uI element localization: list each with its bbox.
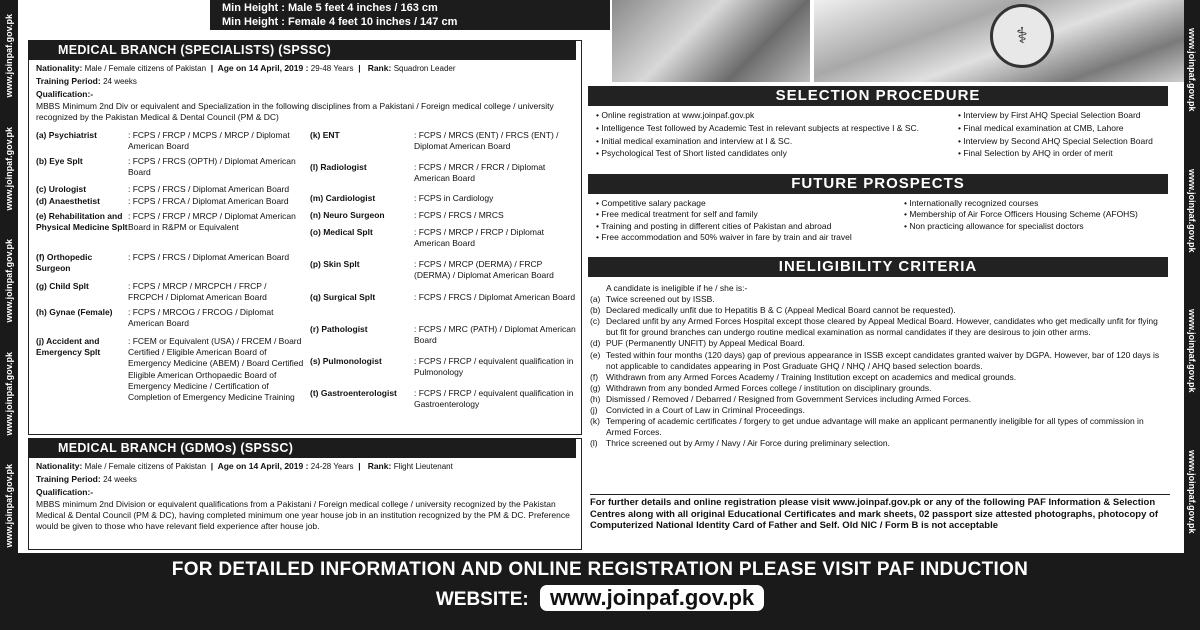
medical-emblem-icon: ⚕ [990, 4, 1054, 68]
specialty-qualification: : FCPS / FRCS / Diplomat American Board [128, 252, 290, 262]
side-url: www.joinpaf.gov.pk [4, 126, 14, 211]
side-url: www.joinpaf.gov.pk [4, 464, 14, 548]
list-item: • Membership of Air Force Officers Housing Scheme (AFOHS) [904, 209, 1168, 220]
specialty-qualification: : FCPS / FRCP / equivalent qualification in Gastroenterology [414, 388, 574, 410]
specialty-qualification: : FCPS in Cardiology [414, 193, 494, 203]
specialty-qualification: : FCPS / MRCOG / FRCOG / Diplomat American Board [128, 307, 274, 329]
list-item: • Initial medical examination and interview at I & SC. [596, 136, 956, 147]
specialty-label: (h) Gynae (Female) [36, 307, 113, 317]
future-left-list [596, 198, 896, 243]
specialty-label: (c) Urologist [36, 184, 87, 194]
side-url: www.joinpaf.gov.pk [1187, 309, 1197, 393]
specialty-label: (o) Medical Splt [310, 227, 373, 237]
further-details: For further details and online registration please visit www.joinpaf.gov.pk or any of the following PAF Information & Selection Centres along with all original Educational Certificates and mark sheets, 02 passport size attested photographs, photocopy of Computerized National Identity Card of Father and Self. Old NIC / Form B is not acceptable [590, 494, 1170, 550]
list-item: • Final Selection by AHQ in order of merit [958, 148, 1168, 159]
list-item: • Interview by First AHQ Special Selection Board [958, 110, 1168, 121]
left-website-strip [0, 0, 18, 562]
specialty-label: (l) Radiologist [310, 162, 367, 172]
specialty-qualification: : FCPS / MRCP (DERMA) / FRCP (DERMA) / Diplomat American Board [414, 259, 554, 281]
specialty-label: (p) Skin Splt [310, 259, 360, 269]
specialty-qualification: : FCPS / FRCS / Diplomat American Board [128, 184, 290, 194]
ineligibility-item: (d) PUF (Permanently UNFIT) by Appeal Medical Board. [590, 338, 805, 349]
specialty-label: (b) Eye Splt [36, 156, 83, 166]
gdmo-training: Training Period: 24 weeks [36, 474, 137, 484]
list-item: • Free accommodation and 50% waiver in fare by train and air travel [596, 232, 896, 243]
specialty-label: (g) Child Splt [36, 281, 89, 291]
side-url: www.joinpaf.gov.pk [1187, 28, 1197, 112]
ineligibility-intro: A candidate is ineligible if he / she is:- [606, 283, 748, 293]
right-website-strip [1184, 0, 1200, 562]
specialty-qualification: : FCPS / FRCP / MCPS / MRCP / Diplomat American Board [128, 130, 290, 152]
male-height: Min Height : Male 5 feet 4 inches / 163 cm [222, 2, 438, 14]
selection-title: SELECTION PROCEDURE [588, 86, 1168, 106]
bottom-banner [0, 553, 1200, 630]
specialty-qualification: : FCEM or Equivalent (USA) / FRCEM / Board Certified / Eligible American Board of Emergency Medicine (ABEM) / Board Certified Eligible American Orthopaedic Board of Emergency Medicine / Certification of Completion of Emergency Medicine Training [128, 336, 304, 403]
ineligibility-item: (h) Dismissed / Removed / Debarred / Resigned from Government Services including Armed Forces. [590, 393, 972, 404]
specialty-qualification: : FCPS / MRC (PATH) / Diplomat American Board [414, 324, 576, 346]
specialty-qualification: : FCPS / FRCS / MRCS [414, 210, 504, 220]
specialty-qualification: : FCPS / FRCA / Diplomat American Board [128, 196, 289, 206]
specialty-qualification: : FCPS / FRCS (OPTH) / Diplomat American Board [128, 156, 296, 178]
specialty-label: (q) Surgical Splt [310, 292, 376, 302]
ineligibility-list [590, 283, 1170, 449]
specialty-qualification: : FCPS / MRCP / FRCP / Diplomat American Board [414, 227, 545, 249]
gdmo-title: MEDICAL BRANCH (GDMOs) (SPSSC) [28, 438, 576, 458]
specialty-qualification: : FCPS / MRCR / FRCR / Diplomat American Board [414, 162, 546, 184]
list-item: • Psychological Test of Short listed candidates only [596, 148, 956, 159]
future-right-list [904, 198, 1168, 232]
specialty-qualification: : FCPS / FRCP / MRCP / Diplomat American Board in R&PM or Equivalent [128, 211, 296, 233]
website-label: WEBSITE: [435, 589, 529, 610]
specialists-meta: Nationality: Male / Female citizens of Pakistan | Age on 14 April, 2019 : 29-48 Years | Rank: Squadron Leader [36, 63, 456, 73]
specialists-qualification-label: Qualification:- [36, 89, 94, 99]
specialty-label: (f) Orthopedic Surgeon [36, 252, 93, 274]
selection-right-list [958, 110, 1168, 161]
future-title: FUTURE PROSPECTS [588, 174, 1168, 194]
specialty-qualification: : FCPS / FRCS / Diplomat American Board [414, 292, 576, 302]
specialists-title: MEDICAL BRANCH (SPECIALISTS) (SPSSC) [28, 40, 576, 60]
list-item: • Internationally recognized courses [904, 198, 1168, 209]
specialty-label: (s) Pulmonologist [310, 356, 382, 366]
list-item: • Interview by Second AHQ Special Selection Board [958, 136, 1168, 147]
specialty-label: (a) Psychiatrist [36, 130, 97, 140]
specialty-label: (j) Accident and Emergency Splt [36, 336, 101, 358]
list-item: • Online registration at www.joinpaf.gov.pk [596, 110, 956, 121]
list-item: • Competitive salary package [596, 198, 896, 209]
side-url: www.joinpaf.gov.pk [1187, 168, 1197, 253]
selection-left-list [596, 110, 956, 161]
height-requirements [210, 0, 610, 30]
list-item: • Free medical treatment for self and family [596, 209, 896, 220]
list-item: • Final medical examination at CMB, Lahore [958, 123, 1168, 134]
list-item: • Training and posting in different cities of Pakistan and abroad [596, 221, 896, 232]
ineligibility-item: (f) Withdrawn from any Armed Forces Academy / Training Institution except on academics and medical grounds. [590, 371, 1017, 382]
ineligibility-item: (b) Declared medically unfit due to Hepatitis B & C (Appeal Medical Board cannot be requested). [590, 305, 956, 316]
side-url: www.joinpaf.gov.pk [1187, 449, 1197, 534]
gdmo-qualification-text: MBBS minimum 2nd Division or equivalent qualifications from a Pakistani / Foreign medical college / university recognized by the Pakistan Medical & Dental Council (PM & DC), having completed minimum one year house job in an institution recognized by the PM & DC. Preference would be given to those who have relevant field experience after house job. [36, 499, 570, 532]
specialty-label: (t) Gastroenterologist [310, 388, 397, 398]
website-link[interactable]: www.joinpaf.gov.pk [540, 585, 764, 611]
ineligibility-item: (g) Withdrawn from any bonded Armed Forces college / institution on disciplinary grounds. [590, 382, 932, 393]
specialists-qualification-text: MBBS Minimum 2nd Div or equivalent and Specialization in the following disciplines from a Pakistani / Foreign medical college / university recognized by the Pakistan Medical & Dental Council (PM & DC) [36, 101, 554, 123]
ineligibility-title: INELIGIBILITY CRITERIA [588, 257, 1168, 277]
specialty-label: (k) ENT [310, 130, 340, 140]
specialty-label: (m) Cardiologist [310, 193, 376, 203]
specialty-qualification: : FCPS / MRCP / MRCPCH / FRCP / FRCPCH / Diplomat American Board [128, 281, 267, 303]
list-item: • Non practicing allowance for specialist doctors [904, 221, 1168, 232]
ineligibility-item: (j) Convicted in a Court of Law in Criminal Proceedings. [590, 405, 805, 416]
side-url: www.joinpaf.gov.pk [4, 14, 14, 98]
gdmo-qualification-label: Qualification:- [36, 487, 94, 497]
specialty-qualification: : FCPS / MRCS (ENT) / FRCS (ENT) / Diplomat American Board [414, 130, 559, 152]
ineligibility-item: (c) Declared unfit by any Armed Forces Hospital except those cleared by Appeal Medical Board. However, candidates who get medically unfit for flying but fit for ground branches can undergo routine medical examination as normal candidates if they are desirous to join other arms. [590, 316, 1158, 338]
ineligibility-item: (k) Tempering of academic certificates / forgery to get undue advantage will make an applicant permanently ineligible for all types of commission in Armed Forces. [590, 416, 1144, 438]
female-height: Min Height : Female 4 feet 10 inches / 147 cm [222, 16, 458, 28]
side-url: www.joinpaf.gov.pk [4, 239, 14, 323]
ineligibility-item: (a) Twice screened out by ISSB. [590, 294, 715, 305]
specialists-training: Training Period: 24 weeks [36, 76, 137, 86]
ineligibility-item: (l) Thrice screened out by Army / Navy / Air Force during preliminary selection. [590, 438, 890, 449]
specialty-label: (e) Rehabilitation and Physical Medicine Splt [36, 211, 128, 233]
specialty-label: (r) Pathologist [310, 324, 368, 334]
specialty-label: (d) Anaesthetist [36, 196, 100, 206]
list-item: • Intelligence Test followed by Academic Test in relevant subjects at respective I & SC. [596, 123, 956, 134]
specialty-qualification: : FCPS / FRCP / equivalent qualification in Pulmonology [414, 356, 574, 378]
ineligibility-item: (e) Tested within four months (120 days) gap of previous appearance in ISSB except candidates granted waiver by DGPA. However, bar of 120 days is not applicable to candidates appearing in Post Graduate GHQ / NHQ / AHQ based selection boards. [590, 349, 1160, 371]
specialty-label: (n) Neuro Surgeon [310, 210, 385, 220]
gdmo-meta: Nationality: Male / Female citizens of Pakistan | Age on 14 April, 2019 : 24-28 Years | Rank: Flight Lieutenant [36, 461, 453, 471]
side-url: www.joinpaf.gov.pk [4, 351, 14, 436]
doctor-photo [612, 0, 810, 82]
bottom-line: FOR DETAILED INFORMATION AND ONLINE REGISTRATION PLEASE VISIT PAF INDUCTION [171, 559, 1029, 580]
